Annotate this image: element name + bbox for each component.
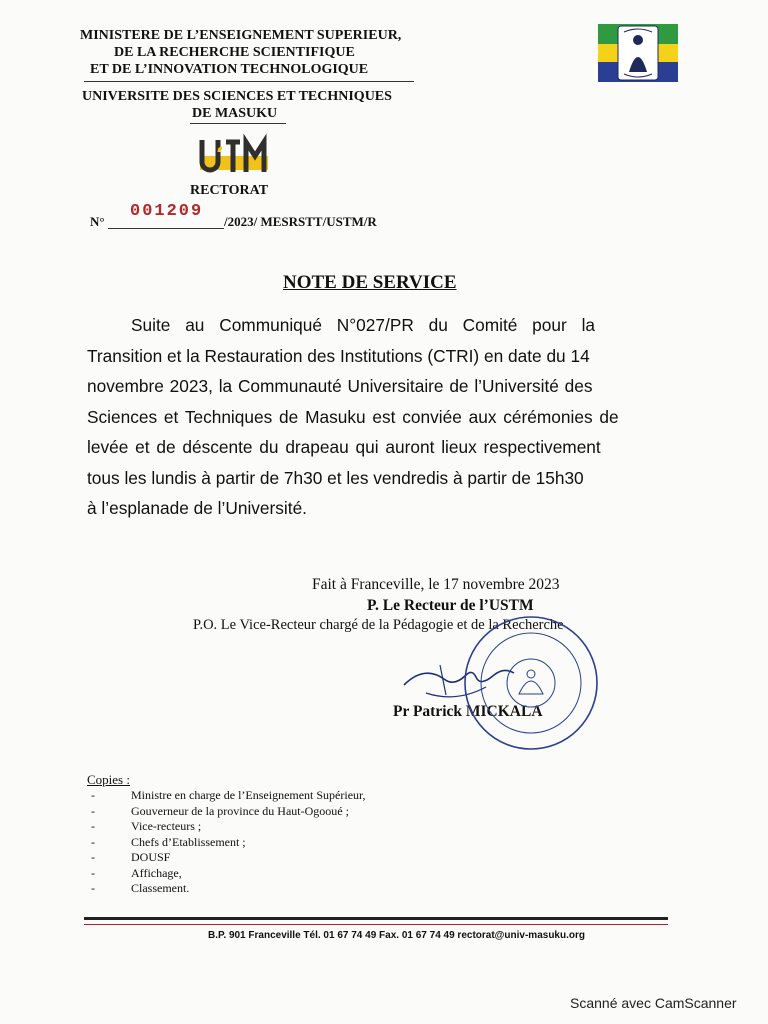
list-item: - Classement.: [91, 881, 190, 895]
body-line-6: tous les lundis à partir de 7h30 et les vendredis à partir de 15h30: [87, 467, 584, 488]
list-item: - Affichage,: [91, 865, 182, 880]
official-stamp: [462, 614, 600, 752]
copy-item-text: DOUSF: [131, 850, 171, 864]
office-label: RECTORAT: [190, 183, 269, 198]
copies-title: Copies :: [87, 772, 130, 787]
list-item: - Gouverneur de la province du Haut-Ogooué ;: [91, 803, 349, 818]
body-line-1: [87, 310, 663, 341]
signatory-for: P. Le Recteur de l’USTM: [367, 597, 534, 614]
university-header: [82, 88, 422, 122]
official-stamp-icon: [462, 614, 600, 752]
ministry-header: [80, 27, 440, 78]
list-item: - DOUSF: [91, 850, 171, 864]
ministry-line-2: DE LA RECHERCHE SCIENTIFIQUE: [114, 45, 355, 60]
copy-item-text: Ministre en charge de l’Enseignement Supérieur,: [131, 788, 366, 802]
list-item: - Vice-recteurs ;: [91, 819, 202, 833]
university-divider: [190, 123, 286, 124]
body-paragraph: [87, 310, 667, 524]
list-item: - Chefs d’Etablissement ;: [91, 834, 246, 849]
header-divider: [84, 81, 414, 82]
reference-line: [90, 202, 410, 232]
ustm-logo: [196, 134, 272, 180]
university-line-1: UNIVERSITE DES SCIENCES ET TECHNIQUES: [82, 89, 392, 104]
signatory-po: P.O. Le Vice-Recteur chargé de la Pédagogie et de la Recherche: [193, 617, 564, 633]
copy-item-text: Affichage,: [131, 865, 182, 880]
body-line-7: à l’esplanade de l’Université.: [87, 498, 307, 518]
list-item: - Ministre en charge de l’Enseignement Supérieur,: [91, 788, 366, 802]
place-date: Fait à Franceville, le 17 novembre 2023: [312, 576, 560, 593]
copy-item-text: Gouverneur de la province du Haut-Ogooué ;: [131, 803, 349, 818]
gabon-coat-of-arms-icon: [598, 24, 678, 82]
copy-item-text: Vice-recteurs ;: [131, 819, 202, 833]
body-line-2: Transition et la Restauration des Institutions (CTRI) en date du 14: [87, 345, 590, 366]
reference-suffix: /2023/ MESRSTT/USTM/R: [224, 214, 377, 229]
footer-rule-red: [84, 924, 668, 925]
copy-item-text: Chefs d’Etablissement ;: [131, 834, 246, 849]
body-line-4: Sciences et Techniques de Masuku est conviée aux cérémonies de: [87, 406, 619, 427]
copy-item-text: Classement.: [131, 881, 190, 895]
copies-list: [91, 788, 411, 897]
university-line-2: DE MASUKU: [192, 106, 278, 121]
reference-underline: [108, 228, 224, 229]
footer-rule-thick: [84, 917, 668, 920]
body-line-1-text: Suite au Communiqué N°027/PR du Comité pour la: [131, 315, 596, 335]
copies-title-text: Copies: [87, 772, 124, 787]
document-title: NOTE DE SERVICE: [283, 272, 457, 293]
ustm-logo-icon: [196, 134, 272, 180]
gabon-emblem: [598, 24, 678, 82]
reference-number: 001209: [130, 202, 204, 221]
reference-prefix: N°: [90, 214, 105, 229]
body-line-5: levée et de déscente du drapeau qui auront lieux respectivement: [87, 437, 601, 457]
signatory-name: Pr Patrick MICKALA: [393, 703, 543, 720]
ministry-line-3: ET DE L’INNOVATION TECHNOLOGIQUE: [90, 62, 369, 77]
scanner-watermark: Scanné avec CamScanner: [570, 995, 737, 1011]
footer-address: B.P. 901 Franceville Tél. 01 67 74 49 Fax. 01 67 74 49 rectorat@univ-masuku.org: [208, 930, 585, 941]
body-line-3: novembre 2023, la Communauté Universitaire de l’Université des: [87, 376, 593, 396]
ministry-line-1: MINISTERE DE L’ENSEIGNEMENT SUPERIEUR,: [80, 28, 402, 43]
